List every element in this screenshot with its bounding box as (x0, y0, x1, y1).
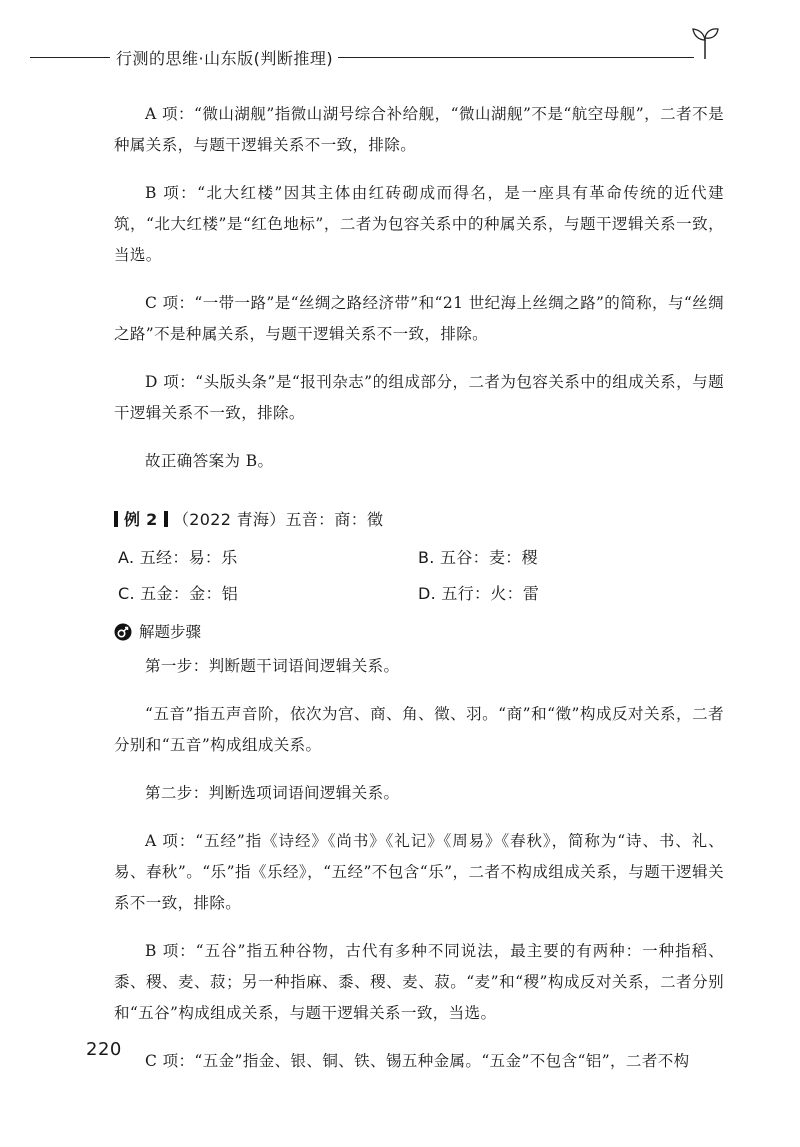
option-c-analysis: C 项：“一带一路”是“丝绸之路经济带”和“21 世纪海上丝绸之路”的简称，与“丝绸之路”不是种属关系，与题干逻辑关系不一致，排除。 (114, 294, 724, 343)
steps-heading (114, 619, 724, 645)
example-option-a: A. 五经：易：乐 (118, 548, 238, 567)
example-option-d: D. 五行：火：雷 (418, 584, 540, 603)
example-bar-left (114, 511, 118, 527)
page-number: 220 (86, 1039, 122, 1060)
example-bar-right (164, 511, 168, 527)
option-a-analysis: A 项：“微山湖舰”指微山湖号综合补给舰，“微山湖舰”不是“航空母舰”，二者不是种属关系，与题干逻辑关系不一致，排除。 (114, 105, 724, 154)
answer-conclusion: 故正确答案为 B。 (145, 452, 274, 470)
option-d-analysis: D 项：“头版头条”是“报刊杂志”的组成部分，二者为包容关系中的组成关系，与题干逻辑关系不一致，排除。 (114, 373, 724, 422)
header-title: 行测的思维·山东版(判断推理) (116, 49, 334, 68)
step-one: 第一步：判断题干词语间逻辑关系。 (145, 657, 400, 675)
sprout-icon (690, 26, 720, 60)
example-option-b: B. 五谷：麦：稷 (418, 548, 538, 567)
step-two-option-b: B 项：“五谷”指五种谷物，古代有多种不同说法，最主要的有两种：一种指稻、黍、稷、麦、菽；另一种指麻、黍、稷、麦、菽。“麦”和“稷”构成反对关系，二者分别和“五谷”构成组成关系，与题干逻辑关系一致，当选。 (114, 942, 724, 1022)
step-two: 第二步：判断选项词语间逻辑关系。 (145, 784, 400, 802)
example-option-c: C. 五金：金：铝 (118, 584, 239, 603)
header-rule-left (30, 57, 110, 58)
page-body (114, 99, 724, 1094)
running-header (0, 0, 800, 80)
option-b-analysis: B 项：“北大红楼”因其主体由红砖砌成而得名，是一座具有革命传统的近代建筑，“北大红楼”是“红色地标”，二者为包容关系中的种属关系，与题干逻辑关系一致，当选。 (114, 184, 724, 264)
step-one-analysis: “五音”指五声音阶，依次为宫、商、角、徵、羽。“商”和“徵”构成反对关系，二者分别和“五音”构成组成关系。 (114, 705, 724, 754)
header-rule-right (338, 57, 694, 58)
example-options (114, 545, 724, 607)
steps-icon (114, 623, 132, 641)
step-two-option-a: A 项：“五经”指《诗经》《尚书》《礼记》《周易》《春秋》，简称为“诗、书、礼、易、春秋”。“乐”指《乐经》，“五经”不包含“乐”，二者不构成组成关系，与题干逻辑关系不一致，排除。 (114, 832, 724, 912)
step-two-option-c: C 项：“五金”指金、银、铜、铁、锡五种金属。“五金”不包含“铝”，二者不构 (145, 1052, 690, 1070)
example-question: （2022 青海）五音：商：徵 (173, 510, 384, 529)
example-heading (114, 505, 724, 535)
steps-title: 解题步骤 (139, 623, 202, 641)
example-tag: 例 2 (124, 510, 158, 529)
